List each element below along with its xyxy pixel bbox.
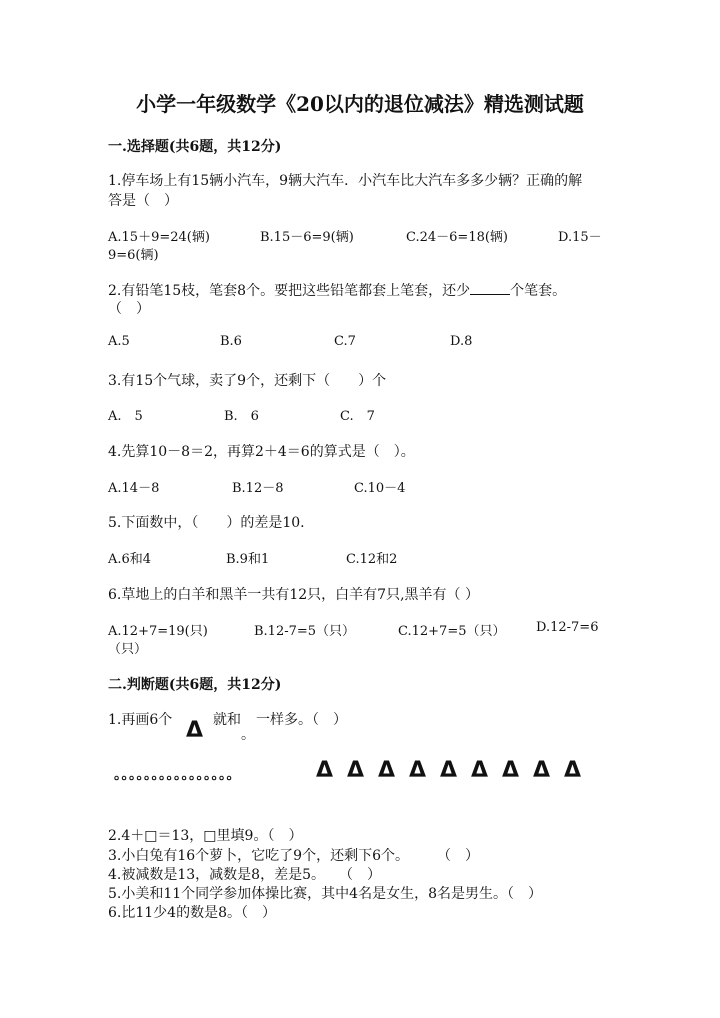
circles-row: 。。。。。。。。。。。。。。。。	[114, 767, 241, 783]
triangle-icon: Δ	[186, 718, 204, 743]
question-3: 3.有15个气球，卖了9个，还剩下（ ）个	[108, 373, 387, 389]
judge-1-text-b: 就和	[213, 712, 241, 728]
question-6-option-c[interactable]: C.12+7=5（只）	[398, 624, 506, 639]
question-6-option-d[interactable]: D.12-7=6	[536, 620, 599, 635]
triangles-row	[316, 758, 588, 783]
question-4-option-a[interactable]: A.14－8	[108, 481, 160, 496]
triangle-icon: Δ	[502, 758, 520, 783]
question-2-line-2: （ ）	[108, 301, 150, 317]
triangle-icon: Δ	[409, 758, 427, 783]
judge-1-text-c: 一样多。（ ）	[256, 712, 347, 728]
question-1-line-2: 答是（ ）	[108, 193, 178, 209]
page-title: 小学一年级数学《20以内的退位减法》精选测试题	[136, 92, 584, 116]
triangle-icon: Δ	[316, 758, 334, 783]
question-2-option-b[interactable]: B.6	[220, 334, 242, 349]
question-6-option-b[interactable]: B.12-7=5（只）	[254, 624, 356, 639]
question-4-option-c[interactable]: C.10－4	[354, 481, 406, 496]
section-heading-judgement: 二.判断题(共6题，共12分)	[108, 677, 282, 693]
triangle-icon: Δ	[564, 758, 582, 783]
triangle-icon: Δ	[378, 758, 396, 783]
question-6-option-d-cont: （只）	[108, 642, 148, 657]
question-1-option-a[interactable]: A.15＋9=24(辆)	[108, 230, 210, 245]
judge-1-text-a: 1.再画6个	[108, 712, 173, 728]
judge-6: 6.比11少4的数是8。（ ）	[108, 905, 276, 921]
question-6: 6.草地上的白羊和黑羊一共有12只，白羊有7只,黑羊有（ ）	[108, 587, 479, 603]
triangle-icon: Δ	[533, 758, 551, 783]
question-1-option-d[interactable]: D.15－	[558, 230, 602, 245]
circle-icon: 。	[241, 727, 255, 743]
question-2-option-c[interactable]: C.7	[334, 334, 356, 349]
answer-blank[interactable]	[470, 282, 510, 295]
question-1-option-d-cont: 9=6(辆)	[108, 248, 159, 263]
question-5-option-c[interactable]: C.12和2	[346, 552, 398, 567]
question-5: 5.下面数中，（ ）的差是10.	[108, 515, 305, 531]
question-6-option-a[interactable]: A.12+7=19(只)	[108, 624, 208, 639]
question-1-line-1: 1.停车场上有15辆小汽车，9辆大汽车．小汽车比大汽车多多少辆？正确的解	[108, 173, 583, 189]
question-5-option-a[interactable]: A.6和4	[108, 552, 152, 567]
question-2-line-1	[108, 280, 566, 300]
question-4-option-b[interactable]: B.12－8	[232, 481, 284, 496]
triangle-icon: Δ	[440, 758, 458, 783]
question-3-option-b[interactable]: B. 6	[224, 409, 259, 424]
judge-4: 4.被减数是13，减数是8，差是5。 （ ）	[108, 867, 381, 883]
question-2-text-a: 2.有铅笔15枝，笔套8个。要把这些铅笔都套上笔套，还少	[108, 283, 471, 299]
judge-3: 3.小白兔有16个萝卜，它吃了9个，还剩下6个。 （ ）	[108, 848, 479, 864]
judge-2: 2.4＋□＝13，□里填9。（ ）	[108, 828, 303, 844]
triangle-icon: Δ	[471, 758, 489, 783]
question-1-option-b[interactable]: B.15－6=9(辆)	[260, 230, 354, 245]
question-3-option-c[interactable]: C. 7	[340, 409, 375, 424]
question-3-option-a[interactable]: A. 5	[108, 409, 143, 424]
question-2-option-a[interactable]: A.5	[108, 334, 130, 349]
section-heading-choice: 一.选择题(共6题，共12分)	[108, 139, 282, 155]
judge-5: 5.小美和11个同学参加体操比赛，其中4名是女生，8名是男生。（ ）	[108, 886, 542, 902]
triangle-icon: Δ	[347, 758, 365, 783]
question-1-option-c[interactable]: C.24－6=18(辆)	[406, 230, 509, 245]
question-2-option-d[interactable]: D.8	[450, 334, 473, 349]
question-4: 4.先算10－8＝2，再算2＋4＝6的算式是（ ）。	[108, 444, 415, 460]
question-2-text-b: 个笔套。	[510, 283, 567, 299]
question-5-option-b[interactable]: B.9和1	[226, 552, 270, 567]
